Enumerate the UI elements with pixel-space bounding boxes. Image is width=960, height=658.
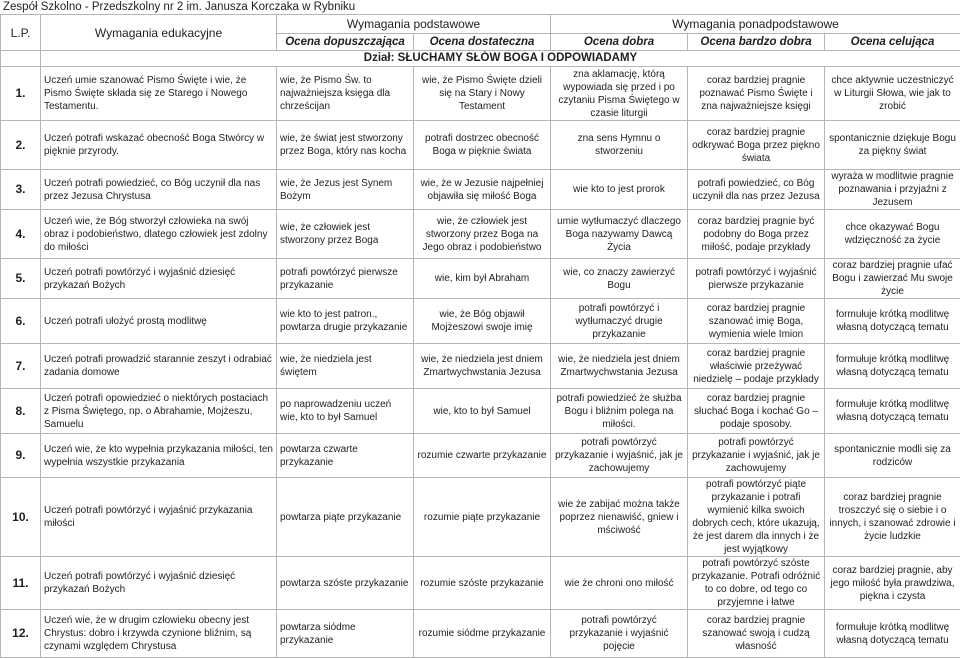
table-row xyxy=(1,557,960,610)
table-row xyxy=(1,67,960,121)
row-grade-1: powtarza siódme przykazanie xyxy=(277,610,414,658)
row-grade-4: coraz bardziej pragnie szanować imię Boga, wymienia wiele Imion xyxy=(688,299,825,344)
header-basic: Wymagania podstawowe xyxy=(277,15,551,34)
row-requirement: Uczeń potrafi powtórzyć i wyjaśnić dziesięć przykazań Bożych xyxy=(41,557,277,610)
row-requirement: Uczeń potrafi opowiedzieć o niektórych postaciach z Pisma Świętego, np. o Abrahamie, Mojżeszu, Samuelu xyxy=(41,389,277,434)
row-grade-3: potrafi powtórzyć przykazanie i wyjaśnić pojęcie xyxy=(551,610,688,658)
header-grade-3: Ocena dobra xyxy=(551,34,688,51)
row-grade-1: wie, że Pismo Św. to najważniejsza księga dla chrześcijan xyxy=(277,67,414,121)
table-row xyxy=(1,389,960,434)
row-grade-3: wie kto to jest prorok xyxy=(551,170,688,210)
header-advanced: Wymagania ponadpodstawowe xyxy=(551,15,960,34)
row-grade-1: wie, że Jezus jest Synem Bożym xyxy=(277,170,414,210)
row-grade-1: wie, że niedziela jest świętem xyxy=(277,344,414,389)
row-requirement: Uczeń potrafi prowadzić starannie zeszyt i odrabiać zadania domowe xyxy=(41,344,277,389)
table-row xyxy=(1,121,960,170)
row-grade-1: powtarza szóste przykazanie xyxy=(277,557,414,610)
row-number: 12. xyxy=(1,610,41,658)
row-number: 9. xyxy=(1,434,41,478)
row-requirement: Uczeń potrafi powiedzieć, co Bóg uczynił dla nas przez Jezusa Chrystusa xyxy=(41,170,277,210)
row-grade-4: coraz bardziej pragnie być podobny do Boga przez miłość, podaje przykłady xyxy=(688,210,825,259)
header-grade-2: Ocena dostateczna xyxy=(414,34,551,51)
row-requirement: Uczeń potrafi powtórzyć i wyjaśnić przykazania miłości xyxy=(41,478,277,557)
row-grade-4: coraz bardziej pragnie szanować swoją i cudzą własność xyxy=(688,610,825,658)
row-grade-4: coraz bardziej pragnie odkrywać Boga przez piękno świata xyxy=(688,121,825,170)
header-row-1 xyxy=(1,15,960,34)
row-requirement: Uczeń potrafi ułożyć prostą modlitwę xyxy=(41,299,277,344)
row-grade-5: coraz bardziej pragnie ufać Bogu i zawierzać Mu swoje życie xyxy=(825,259,960,299)
section-row xyxy=(1,51,960,67)
row-grade-3: zna sens Hymnu o stworzeniu xyxy=(551,121,688,170)
row-grade-4: potrafi powtórzyć piąte przykazanie i potrafi wymienić kilka swoich dobrych cech, które ukazują, że jest darem dla innych i że jest wyjątkowy xyxy=(688,478,825,557)
section-title: Dział: SŁUCHAMY SŁÓW BOGA I ODPOWIADAMY xyxy=(41,51,960,67)
row-number: 8. xyxy=(1,389,41,434)
header-grade-1: Ocena dopuszczająca xyxy=(277,34,414,51)
row-grade-4: potrafi powiedzieć, co Bóg uczynił dla nas przez Jezusa xyxy=(688,170,825,210)
row-grade-5: spontanicznie modli się za rodziców xyxy=(825,434,960,478)
row-requirement: Uczeń potrafi powtórzyć i wyjaśnić dziesięć przykazań Bożych xyxy=(41,259,277,299)
row-grade-4: potrafi powtórzyć i wyjaśnić pierwsze przykazanie xyxy=(688,259,825,299)
row-grade-1: powtarza czwarte przykazanie xyxy=(277,434,414,478)
row-grade-5: coraz bardziej pragnie troszczyć się o siebie i o innych, i szanować zdrowie i życie ludzkie xyxy=(825,478,960,557)
row-number: 2. xyxy=(1,121,41,170)
row-grade-2: wie, że niedziela jest dniem Zmartwychwstania Jezusa xyxy=(414,344,551,389)
table-row xyxy=(1,344,960,389)
row-grade-3: wie że zabijać można także poprzez nienawiść, gniew i mściwość xyxy=(551,478,688,557)
row-grade-5: chce aktywnie uczestniczyć w Liturgii Słowa, wie jak to zrobić xyxy=(825,67,960,121)
row-grade-4: potrafi powtórzyć przykazanie i wyjaśnić, jak je zachowujemy xyxy=(688,434,825,478)
row-requirement: Uczeń potrafi wskazać obecność Boga Stwórcy w pięknie przyrody. xyxy=(41,121,277,170)
row-requirement: Uczeń wie, że kto wypełnia przykazania miłości, ten wypełnia wszystkie przykazania xyxy=(41,434,277,478)
table-row xyxy=(1,434,960,478)
row-requirement: Uczeń wie, że Bóg stworzył człowieka na swój obraz i podobieństwo, dlatego człowiek jest zdolny do miłości xyxy=(41,210,277,259)
row-requirement: Uczeń wie, że w drugim człowieku obecny jest Chrystus: dobro i krzywda czynione bliźnim, są czynami względem Chrystusa xyxy=(41,610,277,658)
header-requirements: Wymagania edukacyjne xyxy=(41,15,277,51)
table-row xyxy=(1,299,960,344)
row-grade-3: potrafi powtórzyć przykazanie i wyjaśnić, jak je zachowujemy xyxy=(551,434,688,478)
row-number: 4. xyxy=(1,210,41,259)
table-row xyxy=(1,170,960,210)
row-grade-1: potrafi powtórzyć pierwsze przykazanie xyxy=(277,259,414,299)
table-row xyxy=(1,478,960,557)
row-number: 3. xyxy=(1,170,41,210)
row-grade-2: wie, kto to był Samuel xyxy=(414,389,551,434)
requirements-table xyxy=(0,14,960,658)
row-grade-2: potrafi dostrzec obecność Boga w pięknie świata xyxy=(414,121,551,170)
table-body xyxy=(1,67,960,658)
header-grade-4: Ocena bardzo dobra xyxy=(688,34,825,51)
row-grade-5: formułuje krótką modlitwę własną dotyczącą tematu xyxy=(825,299,960,344)
row-grade-3: wie, że niedziela jest dniem Zmartwychwstania Jezusa xyxy=(551,344,688,389)
row-number: 7. xyxy=(1,344,41,389)
row-grade-4: coraz bardziej pragnie słuchać Boga i kochać Go – podaje sposoby. xyxy=(688,389,825,434)
row-number: 6. xyxy=(1,299,41,344)
school-title: Zespół Szkolno - Przedszkolny nr 2 im. Janusza Korczaka w Rybniku xyxy=(3,1,355,14)
row-number: 11. xyxy=(1,557,41,610)
row-grade-2: rozumie siódme przykazanie xyxy=(414,610,551,658)
row-grade-1: wie, że świat jest stworzony przez Boga, który nas kocha xyxy=(277,121,414,170)
row-grade-1: wie, że człowiek jest stworzony przez Boga xyxy=(277,210,414,259)
row-grade-3: wie że chroni ono miłość xyxy=(551,557,688,610)
row-grade-2: wie, że Pismo Święte dzieli się na Stary i Nowy Testament xyxy=(414,67,551,121)
table-row xyxy=(1,210,960,259)
row-grade-1: po naprowadzeniu uczeń wie, kto to był Samuel xyxy=(277,389,414,434)
row-grade-2: wie, kim był Abraham xyxy=(414,259,551,299)
row-grade-3: wie, co znaczy zawierzyć Bogu xyxy=(551,259,688,299)
table-row xyxy=(1,610,960,658)
row-grade-2: wie, że człowiek jest stworzony przez Boga na Jego obraz i podobieństwo xyxy=(414,210,551,259)
row-grade-5: formułuje krótką modlitwę własną dotyczącą tematu xyxy=(825,389,960,434)
row-grade-2: rozumie szóste przykazanie xyxy=(414,557,551,610)
row-grade-2: rozumie czwarte przykazanie xyxy=(414,434,551,478)
row-grade-3: zna aklamację, którą wypowiada się przed i po czytaniu Pisma Świętego w czasie liturgii xyxy=(551,67,688,121)
row-grade-5: wyraża w modlitwie pragnie poznawania i przyjaźni z Jezusem xyxy=(825,170,960,210)
row-requirement: Uczeń umie szanować Pismo Święte i wie, że Pismo Święte składa się ze Starego i Nowego Testamentu. xyxy=(41,67,277,121)
row-grade-1: powtarza piąte przykazanie xyxy=(277,478,414,557)
row-number: 1. xyxy=(1,67,41,121)
row-grade-5: formułuje krótką modlitwę własną dotyczącą tematu xyxy=(825,344,960,389)
header-lp: L.P. xyxy=(1,15,41,51)
header-grade-5: Ocena celująca xyxy=(825,34,960,51)
row-grade-2: wie, że Bóg objawił Mojżeszowi swoje imię xyxy=(414,299,551,344)
row-grade-3: umie wytłumaczyć dlaczego Boga nazywamy Dawcą Życia xyxy=(551,210,688,259)
row-number: 5. xyxy=(1,259,41,299)
row-grade-5: coraz bardziej pragnie, aby jego miłość była prawdziwa, piękna i czysta xyxy=(825,557,960,610)
row-grade-4: coraz bardziej pragnie właściwie przeżywać niedzielę – podaje przykłady xyxy=(688,344,825,389)
row-grade-2: wie, że w Jezusie najpełniej objawiła się miłość Boga xyxy=(414,170,551,210)
row-grade-5: chce okazywać Bogu wdzięczność za życie xyxy=(825,210,960,259)
table-row xyxy=(1,259,960,299)
row-grade-1: wie kto to jest patron., powtarza drugie przykazanie xyxy=(277,299,414,344)
row-grade-4: potrafi powtórzyć szóste przykazanie. Potrafi odróżnić to co dobre, od tego co przyjemne i łatwe xyxy=(688,557,825,610)
row-grade-3: potrafi powiedzieć że służba Bogu i bliźnim polega na miłości. xyxy=(551,389,688,434)
row-grade-2: rozumie piąte przykazanie xyxy=(414,478,551,557)
row-number: 10. xyxy=(1,478,41,557)
row-grade-5: spontanicznie dziękuje Bogu za piękny świat xyxy=(825,121,960,170)
row-grade-4: coraz bardziej pragnie poznawać Pismo Święte i zna najważniejsze księgi xyxy=(688,67,825,121)
row-grade-3: potrafi powtórzyć i wytłumaczyć drugie przykazanie xyxy=(551,299,688,344)
row-grade-5: formułuje krótką modlitwę własną dotyczącą tematu xyxy=(825,610,960,658)
